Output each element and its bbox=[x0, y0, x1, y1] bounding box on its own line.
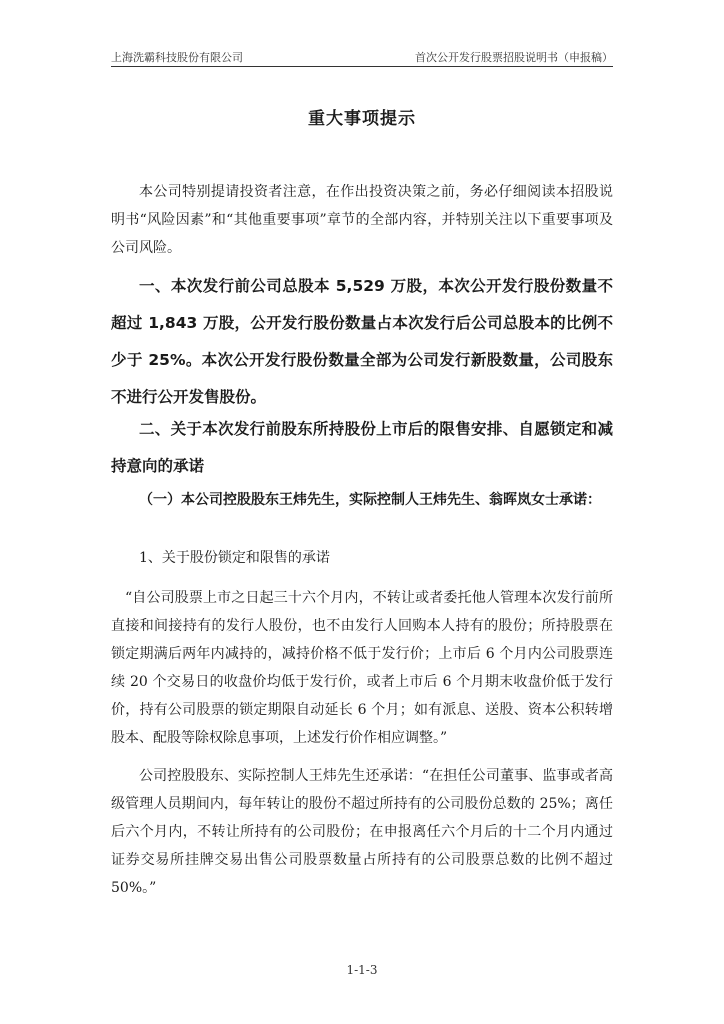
sub-1-1-heading: 1、关于股份锁定和限售的承诺 bbox=[139, 550, 330, 566]
intro-paragraph: 本公司特别提请投资者注意，在作出投资决策之前，务必仔细阅读本招股说明书“风险因素”和“其他重要事项”章节的全部内容，并特别关注以下重要事项及公司风险。 bbox=[111, 184, 613, 256]
item-1-paragraph: 一、本次发行前公司总股本 5,529 万股，本次公开发行股份数量不超过 1,843 万股，公开发行股份数量占本次发行后公司总股本的比例不少于 25%。本次公开发行股份数量全部为公司发行新股数量，公司股东不进行公开发售股份。 bbox=[111, 277, 613, 406]
header-company: 上海洗霸科技股份有限公司 bbox=[111, 51, 243, 64]
quote-2-paragraph: 公司控股股东、实际控制人王炜先生还承诺：“在担任公司董事、监事或者高级管理人员期间内，每年转让的股份不超过所持有的公司股份总数的 25%；离任后六个月内，不转让所持有的公司股份；在申报离任六个月后的十二个月内通过证券交易所挂牌交易出售公司股票数量占所持有的公司股票总数的比例不超过 50%。” bbox=[111, 768, 613, 896]
header-rule bbox=[111, 66, 613, 67]
page-title: 重大事项提示 bbox=[308, 109, 416, 129]
item-2-heading: 二、关于本次发行前股东所持股份上市后的限售安排、自愿锁定和减持意向的承诺 bbox=[111, 420, 613, 475]
sub-1-heading: （一）本公司控股股东王炜先生，实际控制人王炜先生、翁晖岚女士承诺： bbox=[139, 492, 601, 508]
page-number: 1-1-3 bbox=[346, 963, 378, 977]
page-header bbox=[111, 50, 613, 66]
quote-1-paragraph: “自公司股票上市之日起三十六个月内，不转让或者委托他人管理本次发行前所直接和间接持有的发行人股份，也不由发行人回购本人持有的股份；所持股票在锁定期满后两年内减持的，减持价格不低于发行价；上市后 6 个月内公司股票连续 20 个交易日的收盘价均低于发行价，或者上市后 6 个月期末收盘价低于发行价，持有公司股票的锁定期限自动延长 6 个月；如有派息、送股、资本公积转增股本、配股等除权除息事项，上述发行价作相应调整。” bbox=[111, 590, 613, 746]
header-doc-title: 首次公开发行股票招股说明书（申报稿） bbox=[415, 51, 613, 64]
